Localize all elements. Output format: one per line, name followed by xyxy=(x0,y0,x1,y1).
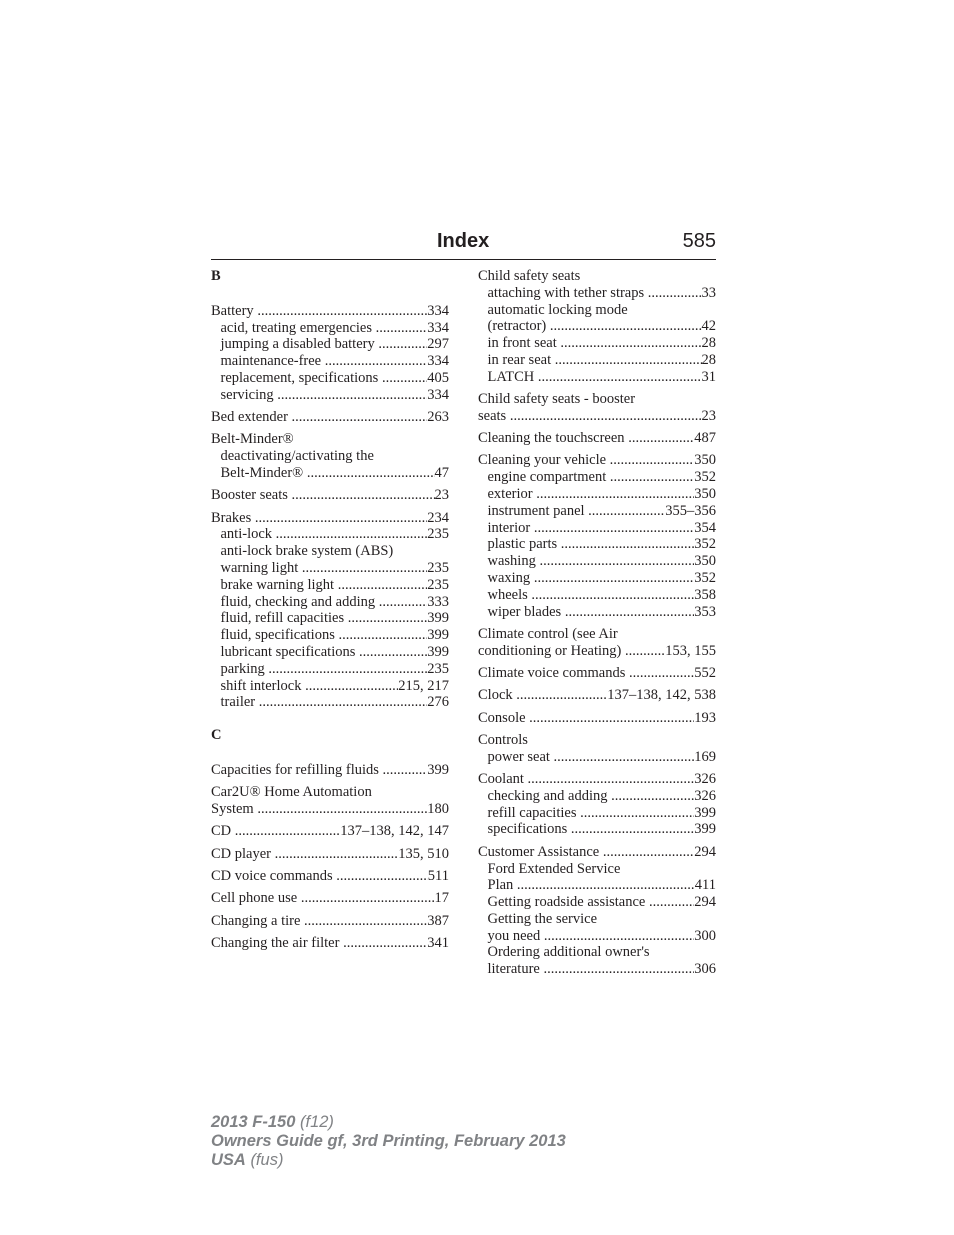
index-entry xyxy=(211,935,449,952)
index-subentry xyxy=(478,928,716,945)
index-subentry xyxy=(211,644,449,661)
dot-leader xyxy=(571,821,694,838)
dot-leader xyxy=(544,928,694,945)
entry-text: Ford Extended Service xyxy=(487,860,621,877)
entry-text: plastic parts xyxy=(487,536,561,553)
entry-page-ref: 235 xyxy=(427,576,449,593)
entry-text: interior xyxy=(487,519,534,536)
dot-leader xyxy=(603,844,694,861)
page-title: Index xyxy=(437,230,490,252)
dot-leader xyxy=(305,678,398,695)
dot-leader xyxy=(348,610,428,627)
dot-leader xyxy=(292,487,435,504)
entry-page-ref: 235 xyxy=(427,559,449,576)
entry-page-ref: 353 xyxy=(694,603,716,620)
index-subentry xyxy=(211,610,449,627)
index-subentry xyxy=(478,894,716,911)
index-subentry xyxy=(211,465,449,482)
entry-text: Ordering additional owner's xyxy=(487,944,650,961)
entry-page-ref: 487 xyxy=(694,430,716,447)
entry-text: Changing a tire xyxy=(211,912,305,929)
entry-page-ref: 42 xyxy=(701,318,716,335)
entry-page-ref: 215, 217 xyxy=(398,677,449,694)
dot-leader xyxy=(649,894,694,911)
entry-text: refill capacities xyxy=(487,804,581,821)
entry-text: in rear seat xyxy=(487,351,555,368)
index-subentry xyxy=(211,678,449,695)
index-entry xyxy=(211,823,449,840)
entry-text: CD voice commands xyxy=(211,867,337,884)
dot-leader xyxy=(565,604,694,621)
entry-text: shift interlock xyxy=(220,677,306,694)
index-subentry xyxy=(478,503,716,520)
entry-page-ref: 33 xyxy=(701,284,716,301)
entry-text: Capacities for refilling fluids xyxy=(211,761,383,778)
entry-text: parking xyxy=(220,660,269,677)
dot-leader xyxy=(275,846,399,863)
dot-leader xyxy=(510,408,702,425)
dot-leader xyxy=(301,890,435,907)
entry-text: Coolant xyxy=(478,771,528,788)
dot-leader xyxy=(534,570,694,587)
index-entry xyxy=(478,665,716,682)
dot-leader xyxy=(588,503,665,520)
entry-text: Plan xyxy=(487,877,517,894)
entry-page-ref: 399 xyxy=(694,821,716,838)
dot-leader xyxy=(529,710,694,727)
entry-page-ref: 294 xyxy=(694,843,716,860)
index-subentry xyxy=(478,877,716,894)
index-entry xyxy=(211,846,449,863)
entry-page-ref: 28 xyxy=(701,351,716,368)
entry-text: exterior xyxy=(487,486,537,503)
entry-page-ref: 387 xyxy=(427,912,449,929)
index-section-letter: C xyxy=(211,727,222,744)
dot-leader xyxy=(292,409,428,426)
dot-leader xyxy=(343,935,427,952)
index-entry xyxy=(211,510,449,527)
entry-page-ref: 326 xyxy=(694,787,716,804)
entry-text: in front seat xyxy=(487,335,561,352)
dot-leader xyxy=(257,303,427,320)
dot-leader xyxy=(257,801,427,818)
entry-text: Clock xyxy=(478,687,517,704)
dot-leader xyxy=(259,694,428,711)
index-entry xyxy=(211,913,449,930)
entry-page-ref: 169 xyxy=(694,748,716,765)
dot-leader xyxy=(610,469,694,486)
entry-text: acid, treating emergencies xyxy=(220,319,376,336)
index-subentry xyxy=(478,587,716,604)
entry-page-ref: 153, 155 xyxy=(665,642,716,659)
entry-text: brake warning light xyxy=(220,576,338,593)
footer-line-guide xyxy=(211,1132,566,1151)
entry-text: warning light xyxy=(220,559,302,576)
entry-text: conditioning or Heating) xyxy=(478,642,625,659)
index-subentry xyxy=(211,526,449,543)
dot-leader xyxy=(580,805,694,822)
index-subentry xyxy=(478,285,716,302)
index-entry xyxy=(478,391,716,408)
dot-leader xyxy=(528,771,695,788)
entry-page-ref: 352 xyxy=(694,536,716,553)
entry-page-ref: 334 xyxy=(427,319,449,336)
entry-text: wiper blades xyxy=(487,603,565,620)
dot-leader xyxy=(536,486,694,503)
entry-page-ref: 350 xyxy=(694,452,716,469)
index-subentry xyxy=(211,577,449,594)
dot-leader xyxy=(561,536,694,553)
index-entry xyxy=(478,452,716,469)
dot-leader xyxy=(376,320,428,337)
entry-page-ref: 263 xyxy=(427,409,449,426)
entry-page-ref: 411 xyxy=(694,877,716,894)
entry-page-ref: 352 xyxy=(694,570,716,587)
entry-page-ref: 399 xyxy=(694,804,716,821)
index-subentry xyxy=(478,553,716,570)
entry-page-ref: 399 xyxy=(427,627,449,644)
entry-text: washing xyxy=(487,553,540,570)
index-entry xyxy=(211,431,449,448)
index-subentry xyxy=(211,448,449,465)
footer-model-code: (f12) xyxy=(300,1113,334,1131)
dot-leader xyxy=(516,687,607,704)
entry-page-ref: 300 xyxy=(694,927,716,944)
entry-page-ref: 334 xyxy=(427,386,449,403)
entry-page-ref: 28 xyxy=(701,335,716,352)
index-entry xyxy=(211,409,449,426)
entry-text: instrument panel xyxy=(487,502,589,519)
index-entry xyxy=(211,784,449,801)
entry-text: Child safety seats - booster xyxy=(478,391,636,408)
entry-text: attaching with tether straps xyxy=(487,284,648,301)
entry-text: System xyxy=(211,801,258,818)
entry-text: power seat xyxy=(487,748,554,765)
entry-text: Cleaning the touchscreen xyxy=(478,430,629,447)
entry-page-ref: 17 xyxy=(434,890,449,907)
entry-text: jumping a disabled battery xyxy=(220,336,379,353)
entry-page-ref: 350 xyxy=(694,553,716,570)
dot-leader xyxy=(277,387,427,404)
index-entry xyxy=(211,487,449,504)
dot-leader xyxy=(628,430,694,447)
dot-leader xyxy=(359,644,427,661)
dot-leader xyxy=(538,369,702,386)
entry-text: Climate control (see Air xyxy=(478,625,618,642)
entry-text: CD xyxy=(211,823,235,840)
index-subentry xyxy=(478,352,716,369)
entry-text: Cell phone use xyxy=(211,890,301,907)
entry-text: Controls xyxy=(478,731,528,748)
entry-page-ref: 137–138, 142, 147 xyxy=(340,823,449,840)
dot-leader xyxy=(255,510,427,527)
dot-leader xyxy=(338,627,427,644)
entry-page-ref: 334 xyxy=(427,302,449,319)
index-entry xyxy=(478,268,716,285)
dot-leader xyxy=(379,594,428,611)
page-header xyxy=(211,229,716,260)
entry-page-ref: 235 xyxy=(427,526,449,543)
entry-text: Booster seats xyxy=(211,487,292,504)
index-column-left xyxy=(211,268,449,952)
dot-leader xyxy=(611,788,694,805)
entry-text: anti-lock xyxy=(220,526,276,543)
entry-page-ref: 333 xyxy=(427,593,449,610)
page-number: 585 xyxy=(682,230,716,252)
index-subentry xyxy=(478,335,716,352)
index-subentry xyxy=(478,961,716,978)
index-subentry xyxy=(478,486,716,503)
dot-leader xyxy=(648,285,702,302)
index-subentry xyxy=(478,861,716,878)
footer-market: USA xyxy=(211,1151,246,1169)
entry-text: engine compartment xyxy=(487,469,610,486)
dot-leader xyxy=(302,560,427,577)
entry-text: maintenance-free xyxy=(220,353,325,370)
entry-text: Brakes xyxy=(211,509,255,526)
entry-text: Cleaning your vehicle xyxy=(478,452,610,469)
dot-leader xyxy=(560,335,701,352)
entry-text: Child safety seats xyxy=(478,268,581,284)
index-entry xyxy=(478,710,716,727)
dot-leader xyxy=(325,353,428,370)
entry-page-ref: 552 xyxy=(694,665,716,682)
index-subentry xyxy=(211,353,449,370)
dot-leader xyxy=(550,318,702,335)
entry-text: anti-lock brake system (ABS) xyxy=(220,543,394,560)
entry-text: fluid, checking and adding xyxy=(220,593,379,610)
entry-page-ref: 235 xyxy=(427,660,449,677)
entry-text: fluid, specifications xyxy=(220,627,339,644)
entry-text: trailer xyxy=(220,694,259,711)
entry-text: waxing xyxy=(487,570,534,587)
index-entry xyxy=(478,430,716,447)
index-subentry xyxy=(478,944,716,961)
entry-text: Bed extender xyxy=(211,409,292,426)
entry-page-ref: 355–356 xyxy=(665,502,716,519)
index-subentry xyxy=(478,570,716,587)
entry-text: you need xyxy=(487,927,544,944)
index-entry xyxy=(211,890,449,907)
entry-text: literature xyxy=(487,961,544,978)
dot-leader xyxy=(534,520,694,537)
index-subentry xyxy=(211,661,449,678)
entry-text: wheels xyxy=(487,586,532,603)
index-subentry xyxy=(478,520,716,537)
index-subentry xyxy=(478,911,716,928)
entry-text: (retractor) xyxy=(487,318,550,335)
dot-leader xyxy=(383,762,428,779)
index-subentry xyxy=(478,536,716,553)
dot-leader xyxy=(629,665,694,682)
dot-leader xyxy=(307,465,435,482)
entry-text: Battery xyxy=(211,302,258,319)
index-subentry xyxy=(211,560,449,577)
index-subentry xyxy=(211,370,449,387)
index-subentry xyxy=(478,788,716,805)
dot-leader xyxy=(517,877,695,894)
entry-text: Getting roadside assistance xyxy=(487,894,649,911)
entry-text: LATCH xyxy=(487,368,538,385)
index-entry xyxy=(478,643,716,660)
entry-text: Climate voice commands xyxy=(478,665,630,682)
index-subentry xyxy=(478,749,716,766)
footer-line-market xyxy=(211,1151,566,1170)
entry-text: servicing xyxy=(220,386,278,403)
index-subentry xyxy=(478,318,716,335)
index-entry xyxy=(211,303,449,320)
entry-page-ref: 399 xyxy=(427,643,449,660)
index-subentry xyxy=(211,320,449,337)
entry-page-ref: 297 xyxy=(427,336,449,353)
entry-page-ref: 354 xyxy=(694,519,716,536)
dot-leader xyxy=(610,452,695,469)
dot-leader xyxy=(378,336,427,353)
index-entry xyxy=(478,844,716,861)
entry-text: Changing the air filter xyxy=(211,934,344,951)
entry-text: Car2U® Home Automation xyxy=(211,784,372,801)
entry-page-ref: 334 xyxy=(427,353,449,370)
dot-leader xyxy=(554,749,695,766)
entry-page-ref: 276 xyxy=(427,694,449,711)
dot-leader xyxy=(268,661,427,678)
entry-page-ref: 135, 510 xyxy=(398,845,449,862)
entry-text: deactivating/activating the xyxy=(220,448,374,465)
dot-leader xyxy=(625,643,665,660)
dot-leader xyxy=(531,587,694,604)
entry-text: lubricant specifications xyxy=(220,643,360,660)
entry-text: CD player xyxy=(211,845,275,862)
index-column-right xyxy=(478,268,716,978)
index-subentry xyxy=(478,302,716,319)
index-subentry xyxy=(211,594,449,611)
dot-leader xyxy=(276,526,428,543)
dot-leader xyxy=(304,913,427,930)
index-entry xyxy=(478,626,716,643)
index-subentry xyxy=(478,821,716,838)
entry-page-ref: 234 xyxy=(427,509,449,526)
dot-leader xyxy=(382,370,427,387)
entry-page-ref: 23 xyxy=(434,487,449,504)
dot-leader xyxy=(338,577,428,594)
entry-page-ref: 350 xyxy=(694,486,716,503)
index-subentry xyxy=(478,369,716,386)
entry-text: seats xyxy=(478,407,510,424)
dot-leader xyxy=(543,961,694,978)
entry-page-ref: 405 xyxy=(427,369,449,386)
entry-page-ref: 306 xyxy=(694,961,716,978)
entry-page-ref: 399 xyxy=(427,761,449,778)
entry-page-ref: 180 xyxy=(427,801,449,818)
index-subentry xyxy=(211,627,449,644)
entry-page-ref: 511 xyxy=(427,867,449,884)
index-entry xyxy=(211,762,449,779)
index-entry xyxy=(478,687,716,704)
dot-leader xyxy=(336,868,428,885)
index-subentry xyxy=(211,543,449,560)
index-subentry xyxy=(478,805,716,822)
index-entry xyxy=(211,801,449,818)
index-entry xyxy=(478,732,716,749)
entry-text: Customer Assistance xyxy=(478,843,603,860)
index-subentry xyxy=(211,387,449,404)
index-entry xyxy=(211,868,449,885)
entry-text: Belt-Minder® xyxy=(220,464,307,481)
index-subentry xyxy=(478,604,716,621)
entry-page-ref: 137–138, 142, 538 xyxy=(607,687,716,704)
entry-page-ref: 31 xyxy=(701,368,716,385)
index-subentry xyxy=(211,336,449,353)
entry-page-ref: 358 xyxy=(694,586,716,603)
footer-market-code: (fus) xyxy=(250,1151,284,1169)
entry-text: checking and adding xyxy=(487,787,612,804)
footer-guide: Owners Guide gf, 3rd Printing, February 2013 xyxy=(211,1132,566,1150)
entry-text: Belt-Minder® xyxy=(211,431,294,448)
entry-page-ref: 352 xyxy=(694,469,716,486)
entry-text: Getting the service xyxy=(487,910,598,927)
index-subentry xyxy=(478,469,716,486)
entry-page-ref: 193 xyxy=(694,709,716,726)
entry-page-ref: 326 xyxy=(694,771,716,788)
footer-line-model xyxy=(211,1113,566,1132)
index-entry xyxy=(478,408,716,425)
index-section-letter: B xyxy=(211,268,221,284)
dot-leader xyxy=(235,823,340,840)
entry-text: replacement, specifications xyxy=(220,369,382,386)
entry-page-ref: 294 xyxy=(694,894,716,911)
entry-page-ref: 47 xyxy=(434,464,449,481)
entry-page-ref: 23 xyxy=(701,407,716,424)
entry-page-ref: 341 xyxy=(427,934,449,951)
index-entry xyxy=(478,771,716,788)
entry-text: Console xyxy=(478,709,530,726)
footer-model: 2013 F-150 xyxy=(211,1113,296,1131)
entry-text: specifications xyxy=(487,821,571,838)
dot-leader xyxy=(539,553,694,570)
entry-text: fluid, refill capacities xyxy=(220,610,348,627)
entry-text: automatic locking mode xyxy=(487,301,628,318)
dot-leader xyxy=(555,352,702,369)
entry-page-ref: 399 xyxy=(427,610,449,627)
page-footer xyxy=(211,1113,566,1170)
index-subentry xyxy=(211,694,449,711)
